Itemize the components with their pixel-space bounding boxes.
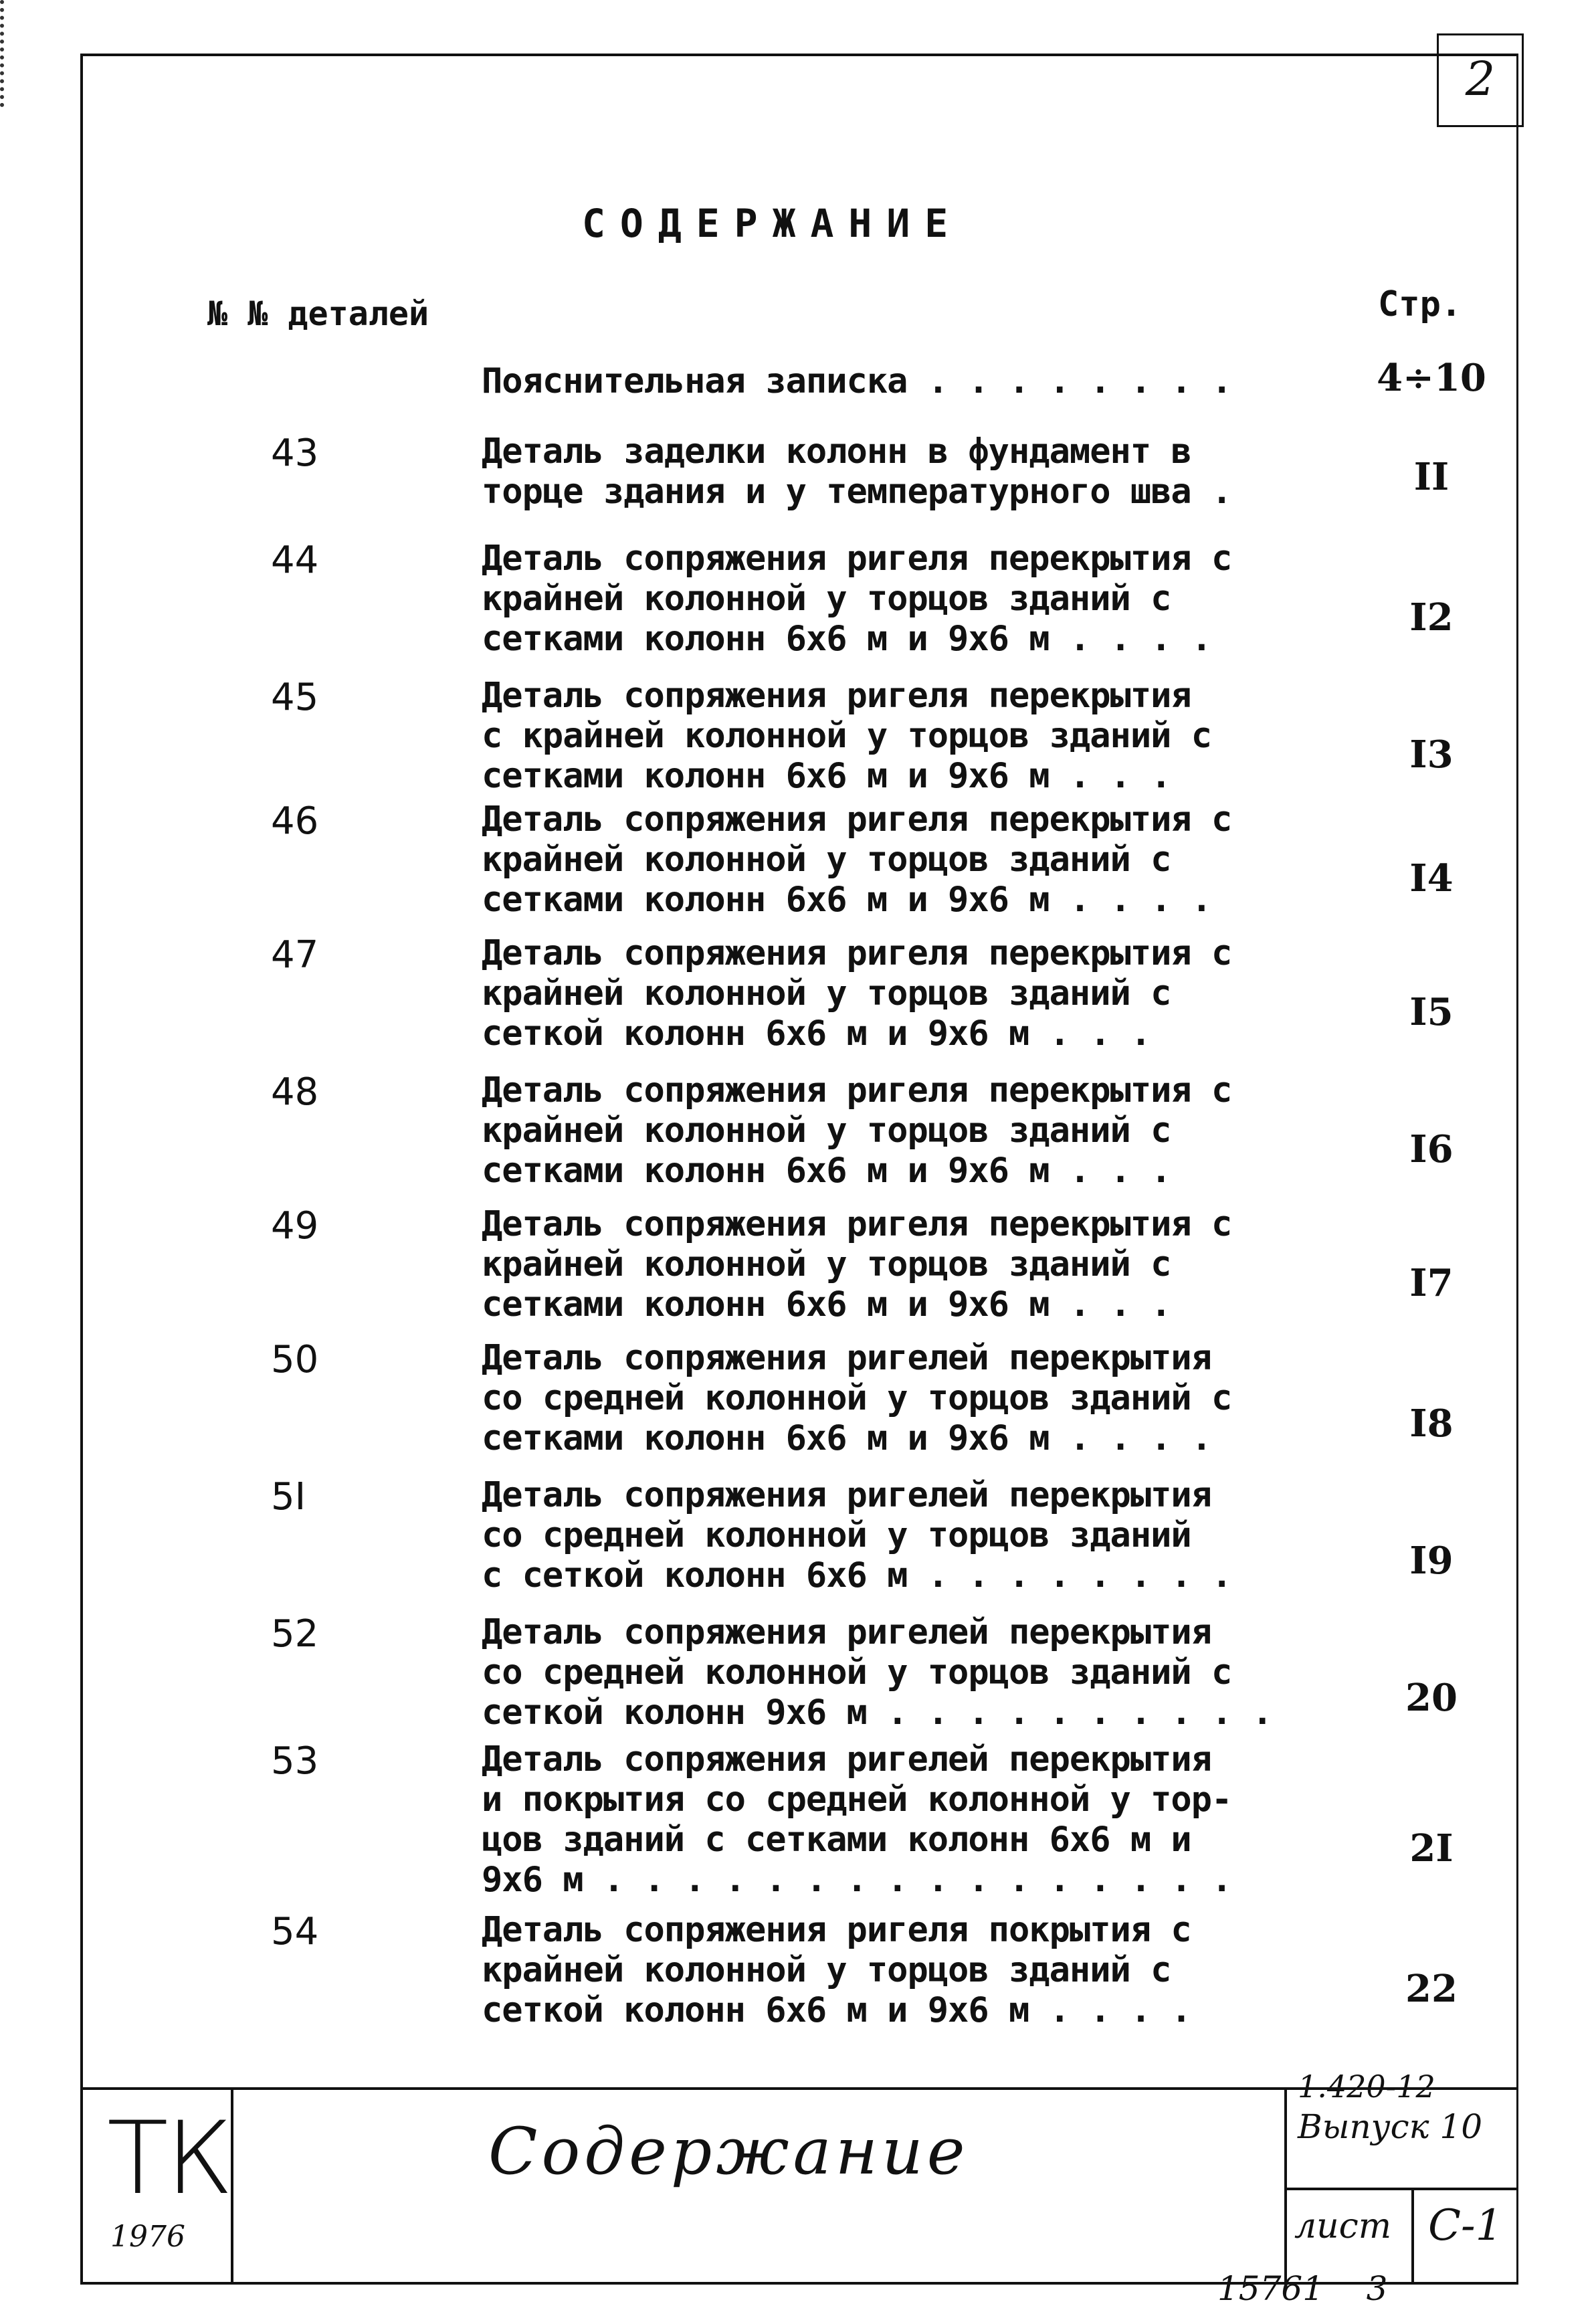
detail-description: Деталь сопряжения ригеля перекрытия с крайней колонной у торцов зданий с сетками колонн 6х6 м и 9х6 м . . . .	[482, 539, 1232, 659]
detail-description: Деталь заделки колонн в фундамент в торце здания и у температурного шва .	[482, 431, 1232, 512]
issue-number: Выпуск 10	[1298, 2107, 1483, 2146]
detail-description: Деталь сопряжения ригеля перекрытия с крайней колонной у торцов зданий с сетками колонн 6х6 м и 9х6 м . . .	[482, 676, 1212, 796]
detail-description: Деталь сопряжения ригелей перекрытия со средней колонной у торцов зданий с сеткой колонн 6х6 м . . . . . . . .	[482, 1475, 1232, 1596]
detail-number: 52	[271, 1612, 319, 1656]
page-ref: I8	[1409, 1402, 1454, 1446]
detail-description: Деталь сопряжения ригелей перекрытия со средней колонной у торцов зданий с сетками колонн 6х6 м и 9х6 м . . . .	[482, 1338, 1232, 1458]
detail-description: Деталь сопряжения ригелей перекрытия и покрытия со средней колонной у тор- цов зданий с сетками колонн 6х6 м и 9х6 м . . . . . . . . . . . . . . . .	[482, 1739, 1232, 1900]
page-ref: I6	[1409, 1127, 1454, 1171]
sheet-value: С-1	[1428, 2201, 1503, 2250]
page-ref: 4÷10	[1377, 356, 1486, 400]
detail-number: 45	[271, 676, 319, 719]
detail-number: 50	[271, 1338, 319, 1381]
detail-number: 54	[271, 1910, 319, 1953]
page-ref: I9	[1409, 1539, 1454, 1583]
title-block-divider	[1411, 2188, 1414, 2285]
column-header-number: № № деталей	[207, 294, 429, 333]
page-ref: I2	[1409, 595, 1454, 640]
page-title: СОДЕРЖАНИЕ	[582, 201, 963, 246]
detail-description: Деталь сопряжения ригеля перекрытия с крайней колонной у торцов зданий с сетками колонн 6х6 м и 9х6 м . . . .	[482, 799, 1232, 920]
page-ref: I4	[1409, 856, 1454, 900]
detail-description: Деталь сопряжения ригеля покрытия с крайней колонной у торцов зданий с сеткой колонн 6х6 м и 9х6 м . . . .	[482, 1910, 1191, 2030]
title-block-divider	[1284, 2087, 1287, 2285]
detail-number: 47	[271, 933, 319, 977]
detail-description: Деталь сопряжения ригеля перекрытия с крайней колонной у торцов зданий с сетками колонн 6х6 м и 9х6 м . . .	[482, 1204, 1232, 1325]
title-block-divider	[1284, 2188, 1518, 2190]
detail-number: 49	[271, 1204, 319, 1248]
detail-description: Деталь сопряжения ригеля перекрытия с крайней колонной у торцов зданий с сеткой колонн 6х6 м и 9х6 м . . .	[482, 933, 1232, 1054]
column-header-page: Стр.	[1378, 284, 1462, 324]
detail-number: 43	[271, 431, 319, 475]
page-ref: II	[1413, 455, 1450, 499]
detail-number: 5I	[271, 1475, 306, 1519]
detail-number: 44	[271, 539, 319, 582]
stamp-title: Содержание	[488, 2114, 969, 2189]
detail-number: 46	[271, 799, 319, 843]
detail-description: Пояснительная записка . . . . . . . .	[482, 361, 1232, 401]
series-code: 1.420-12	[1298, 2069, 1435, 2105]
page-ref: 20	[1405, 1676, 1458, 1720]
page-ref: I7	[1409, 1261, 1454, 1305]
organization-logo: ТК	[107, 2101, 231, 2217]
page-number: 2	[1437, 33, 1524, 127]
sheet-label: лист	[1294, 2206, 1392, 2246]
side-stamp-mark	[0, 0, 20, 107]
page-ref: I5	[1409, 990, 1454, 1034]
page-ref: I3	[1409, 733, 1454, 777]
detail-description: Деталь сопряжения ригелей перекрытия со средней колонной у торцов зданий с сеткой колонн 9х6 м . . . . . . . . . .	[482, 1612, 1272, 1733]
detail-description: Деталь сопряжения ригеля перекрытия с крайней колонной у торцов зданий с сетками колонн 6х6 м и 9х6 м . . .	[482, 1070, 1232, 1191]
page-ref: 2I	[1409, 1826, 1454, 1870]
detail-number: 48	[271, 1070, 319, 1114]
detail-number: 53	[271, 1739, 319, 1783]
archive-number: 15761 3	[1217, 2269, 1388, 2308]
stamp-year: 1976	[110, 2220, 185, 2254]
page-ref: 22	[1405, 1967, 1458, 2011]
title-block-divider	[231, 2087, 233, 2285]
